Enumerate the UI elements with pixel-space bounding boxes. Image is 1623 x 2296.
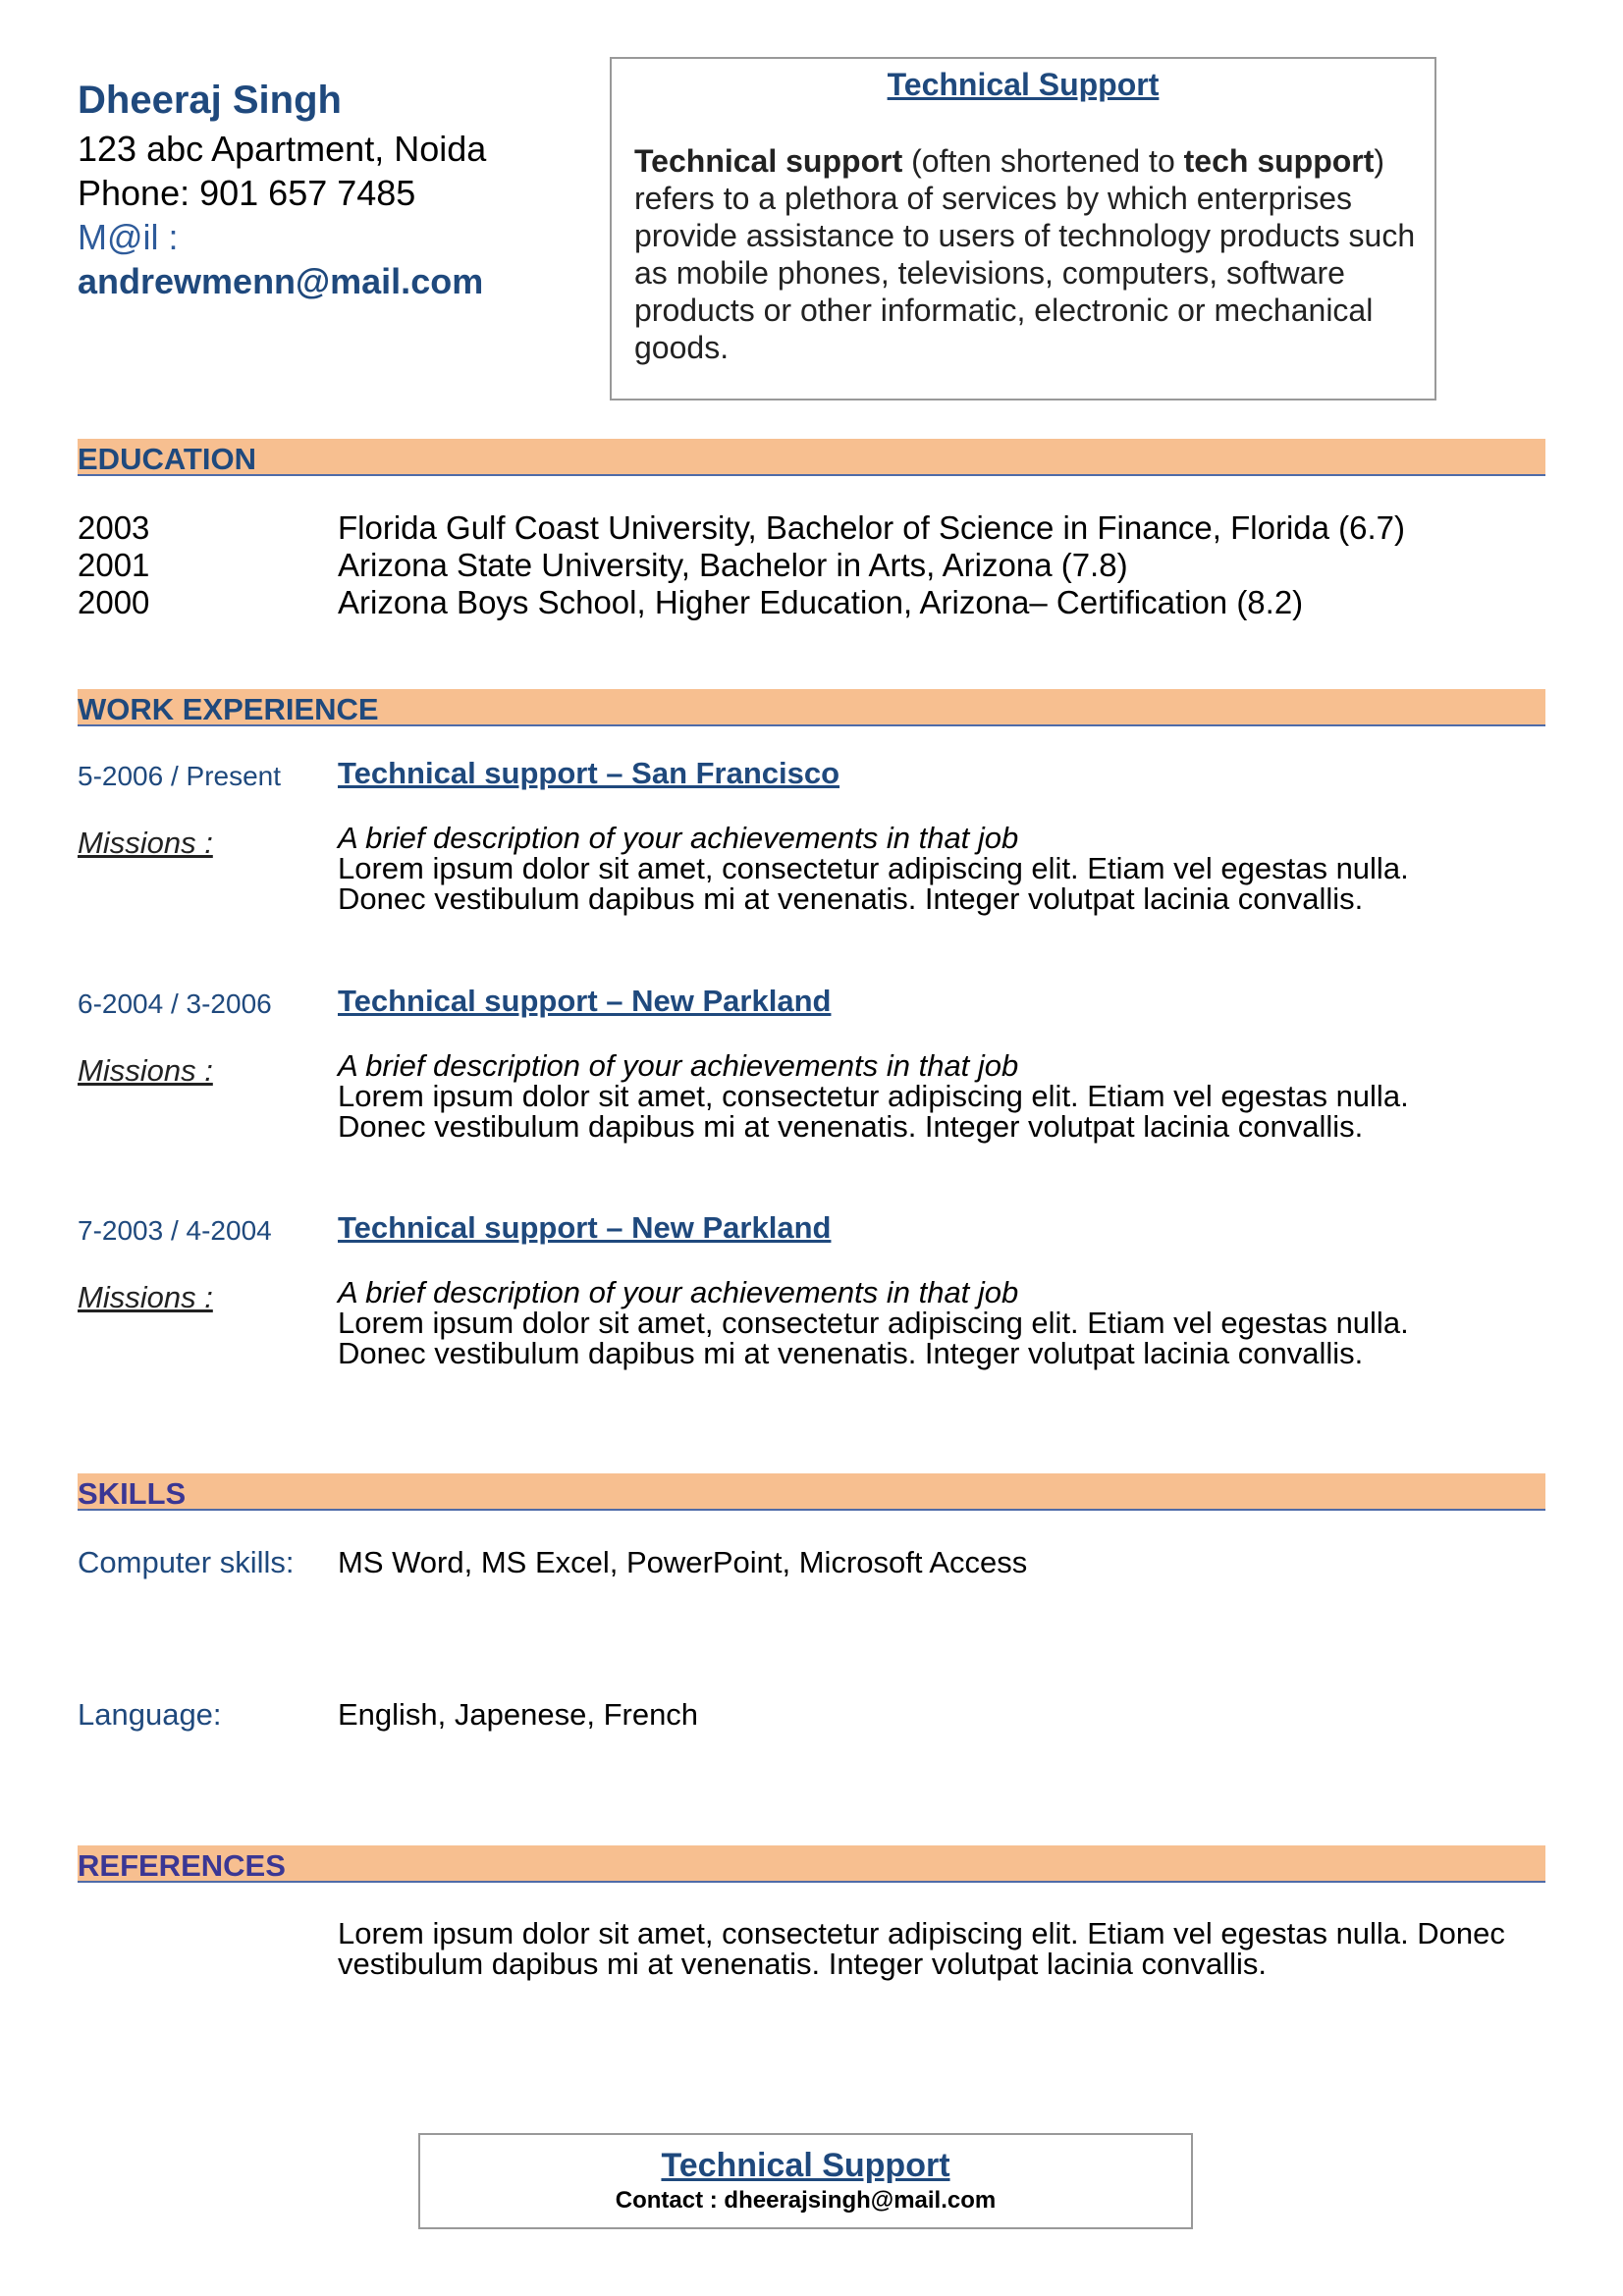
education-desc: Arizona Boys School, Higher Education, Arizona– Certification (8.2) — [338, 584, 1304, 620]
job-brief: A brief description of your achievements in that job — [338, 1048, 1019, 1083]
job-details: Lorem ipsum dolor sit amet, consectetur adipiscing elit. Etiam vel egestas nulla. Donec vestibulum dapibus mi at venenatis. Integer volutpat lacinia convallis. — [338, 1079, 1409, 1144]
mail-label: M@il : — [78, 217, 179, 257]
summary-box — [610, 57, 1436, 400]
education-desc: Florida Gulf Coast University, Bachelor of Science in Finance, Florida (6.7) — [338, 509, 1406, 546]
summary-term: Technical support — [634, 143, 903, 179]
work-heading: WORK EXPERIENCE — [78, 692, 379, 726]
education-section-header — [78, 439, 1545, 476]
references-heading: REFERENCES — [78, 1848, 286, 1883]
skills-heading: SKILLS — [78, 1476, 187, 1511]
phone: Phone: 901 657 7485 — [78, 173, 416, 213]
address: 123 abc Apartment, Noida — [78, 129, 487, 169]
skills-section-header — [78, 1473, 1545, 1511]
job-title: Technical support – New Parkland — [338, 984, 832, 1018]
job-title: Technical support – San Francisco — [338, 756, 840, 790]
language-label: Language: — [78, 1697, 222, 1732]
work-section-header — [78, 689, 1545, 726]
missions-label: Missions : — [78, 1280, 213, 1314]
job-description — [338, 1050, 1496, 1142]
footer-contact: Contact : dheerajsingh@mail.com — [615, 2187, 997, 2214]
footer-box — [418, 2133, 1193, 2229]
job-brief: A brief description of your achievements in that job — [338, 1275, 1019, 1309]
missions-label: Missions : — [78, 826, 213, 860]
job-title: Technical support – New Parkland — [338, 1210, 832, 1245]
job-details: Lorem ipsum dolor sit amet, consectetur adipiscing elit. Etiam vel egestas nulla. Donec vestibulum dapibus mi at venenatis. Integer volutpat lacinia convallis. — [338, 1306, 1409, 1370]
education-year: 2000 — [78, 584, 150, 620]
candidate-name: Dheeraj Singh — [78, 79, 342, 122]
education-desc: Arizona State University, Bachelor in Arts, Arizona (7.8) — [338, 547, 1128, 583]
references-text: Lorem ipsum dolor sit amet, consectetur adipiscing elit. Etiam vel egestas nulla. Donec vestibulum dapibus mi at venenatis. Integer volutpat lacinia convallis. — [338, 1916, 1505, 1981]
job-dates: 5-2006 / Present — [78, 761, 282, 791]
missions-label: Missions : — [78, 1053, 213, 1088]
education-heading: EDUCATION — [78, 442, 256, 476]
education-year: 2003 — [78, 509, 150, 546]
job-dates: 6-2004 / 3-2006 — [78, 988, 272, 1019]
language-value: English, Japenese, French — [338, 1697, 699, 1732]
summary-text-part-2: ) refers to a plethora of services by which enterprises provide assistance to users of technology products such as mobile phones, televisions, computers, software products or other informatic, electronic or mechanical goods. — [634, 143, 1416, 365]
computer-skills-value: MS Word, MS Excel, PowerPoint, Microsoft Access — [338, 1545, 1028, 1579]
education-year: 2001 — [78, 547, 150, 583]
summary-short-term: tech support — [1183, 143, 1375, 179]
summary-text — [634, 142, 1417, 366]
job-details: Lorem ipsum dolor sit amet, consectetur adipiscing elit. Etiam vel egestas nulla. Donec vestibulum dapibus mi at venenatis. Integer volutpat lacinia convallis. — [338, 851, 1409, 916]
email-link[interactable]: andrewmenn@mail.com — [78, 261, 484, 301]
summary-text-part-1: (often shortened to — [902, 143, 1184, 179]
footer-title: Technical Support — [661, 2147, 950, 2184]
job-description — [338, 1277, 1496, 1368]
references-section-header — [78, 1845, 1545, 1883]
job-brief: A brief description of your achievements in that job — [338, 821, 1019, 855]
job-description — [338, 823, 1496, 914]
summary-title: Technical Support — [887, 67, 1160, 102]
computer-skills-label: Computer skills: — [78, 1545, 295, 1579]
job-dates: 7-2003 / 4-2004 — [78, 1215, 272, 1246]
